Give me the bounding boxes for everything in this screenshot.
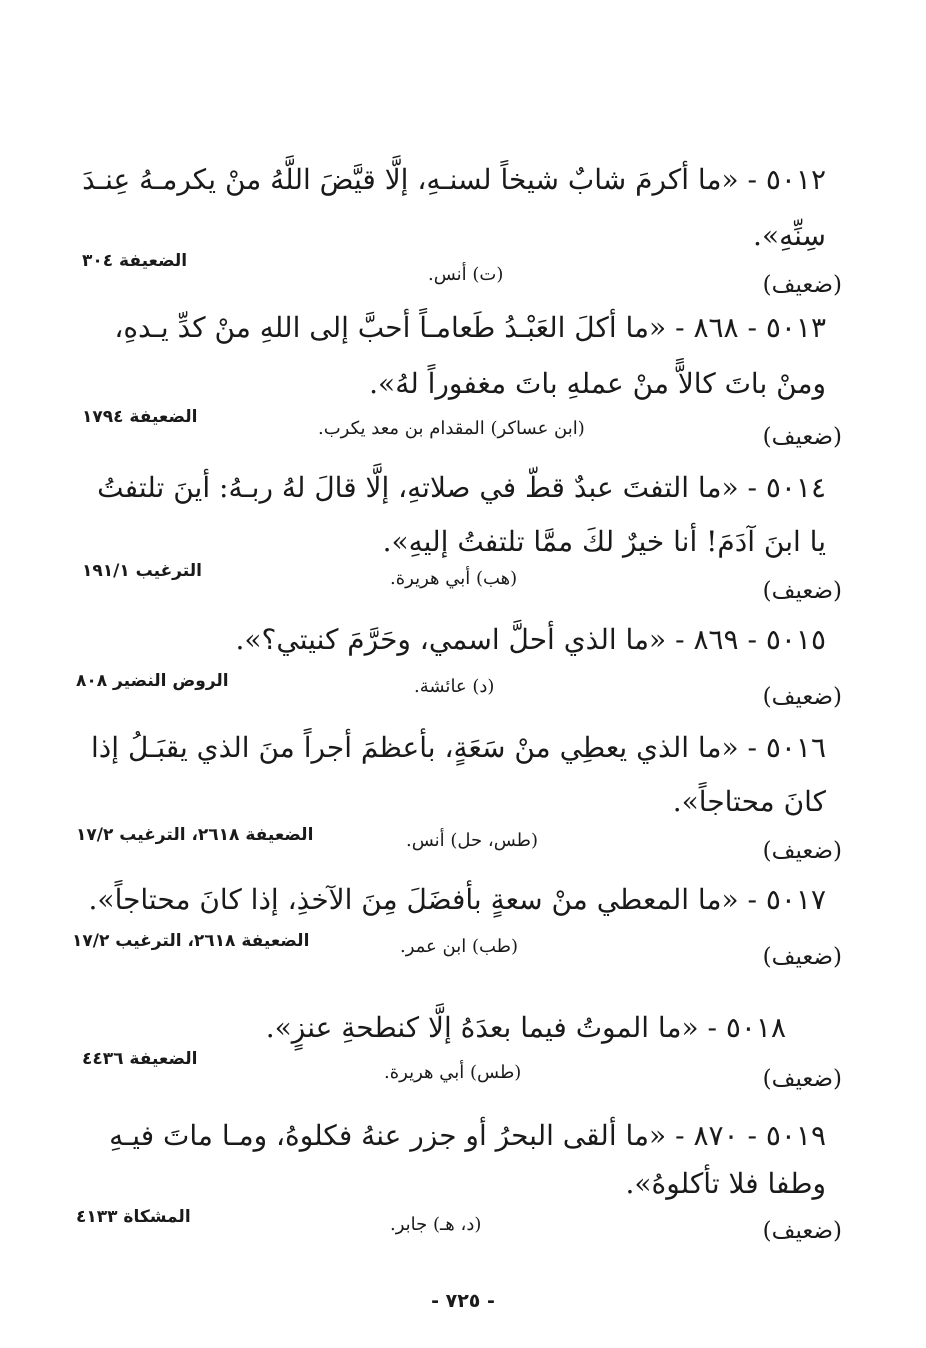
reference-citation: الضعيفة ٢٦١٨، الترغيب ١٧/٢ — [76, 825, 314, 845]
hadith-text-line: ومنْ باتَ كالاًّ منْ عملهِ باتَ مغفوراً لهُ». — [369, 367, 826, 400]
hadith-text-line: وطفا فلا تأكلوهُ». — [625, 1167, 826, 1200]
hadith-text-line: يا ابنَ آدَمَ! أنا خيرٌ لكَ ممَّا تلتفتُ إليهِ». — [382, 525, 826, 558]
reference-citation: الضعيفة ٢٦١٨، الترغيب ١٧/٢ — [72, 931, 310, 951]
grade-label: (ضعيف) — [762, 684, 842, 710]
hadith-text-line: ٥٠١٢ - «ما أكرمَ شابٌ شيخاً لسنـهِ، إلَّا قيَّضَ اللَّهُ منْ يكرمـهُ عِنـدَ — [82, 163, 826, 196]
grade-label: (ضعيف) — [762, 578, 842, 604]
hadith-text-line: كانَ محتاجاً». — [672, 785, 826, 818]
grade-label: (ضعيف) — [762, 838, 842, 864]
grade-label: (ضعيف) — [762, 1218, 842, 1244]
reference-citation: الضعيفة ٣٠٤ — [82, 251, 188, 271]
reference-citation: المشكاة ٤١٣٣ — [76, 1207, 191, 1227]
grade-label: (ضعيف) — [762, 1066, 842, 1092]
hadith-text-line: ٥٠١٩ - ٨٧٠ - «ما ألقى البحرُ أو جزر عنهُ فكلوهُ، ومـا ماتَ فيـهِ — [109, 1119, 826, 1152]
hadith-text-line: سِنِّهِ». — [753, 219, 826, 252]
source-attribution: (طس) أبي هريرة. — [384, 1062, 522, 1083]
source-attribution: (د، هـ) جابر. — [390, 1214, 482, 1235]
hadith-text-line: ٥٠١٥ - ٨٦٩ - «ما الذي أحلَّ اسمي، وحَرَّمَ كنيتي؟». — [235, 623, 826, 656]
reference-citation: الضعيفة ٤٤٣٦ — [82, 1049, 198, 1069]
hadith-text-line: ٥٠١٧ - «ما المعطي منْ سعةٍ بأفضَلَ مِنَ الآخذِ، إذا كانَ محتاجاً». — [88, 883, 826, 916]
source-attribution: (ت) أنس. — [428, 264, 504, 285]
reference-citation: الضعيفة ١٧٩٤ — [82, 407, 198, 427]
source-attribution: (طب) ابن عمر. — [400, 936, 519, 957]
source-attribution: (هب) أبي هريرة. — [390, 568, 518, 589]
hadith-text-line: ٥٠١٨ - «ما الموتُ فيما بعدَهُ إلَّا كنطحةِ عنزٍ». — [265, 1011, 786, 1044]
grade-label: (ضعيف) — [762, 272, 842, 298]
page-number: - ٧٢٥ - — [431, 1290, 495, 1312]
reference-citation: الروض النضير ٨٠٨ — [76, 671, 229, 691]
source-attribution: (د) عائشة. — [414, 676, 495, 697]
grade-label: (ضعيف) — [762, 424, 842, 450]
hadith-text-line: ٥٠١٣ - ٨٦٨ - «ما أكلَ العَبْـدُ طَعامـاً أحبَّ إلى اللهِ منْ كدِّ يـدهِ، — [114, 311, 826, 344]
reference-citation: الترغيب ١٩١/١ — [82, 561, 202, 581]
source-attribution: (ابن عساكر) المقدام بن معد يكرب. — [318, 418, 585, 439]
hadith-text-line: ٥٠١٤ - «ما التفتَ عبدٌ قطّ في صلاتهِ، إلَّا قالَ لهُ ربـهُ: أينَ تلتفتُ — [97, 471, 826, 504]
hadith-text-line: ٥٠١٦ - «ما الذي يعطِي منْ سَعَةٍ، بأعظمَ أجراً منَ الذي يقبَـلُ إذا — [91, 731, 826, 764]
grade-label: (ضعيف) — [762, 944, 842, 970]
source-attribution: (طس، حل) أنس. — [406, 830, 539, 851]
